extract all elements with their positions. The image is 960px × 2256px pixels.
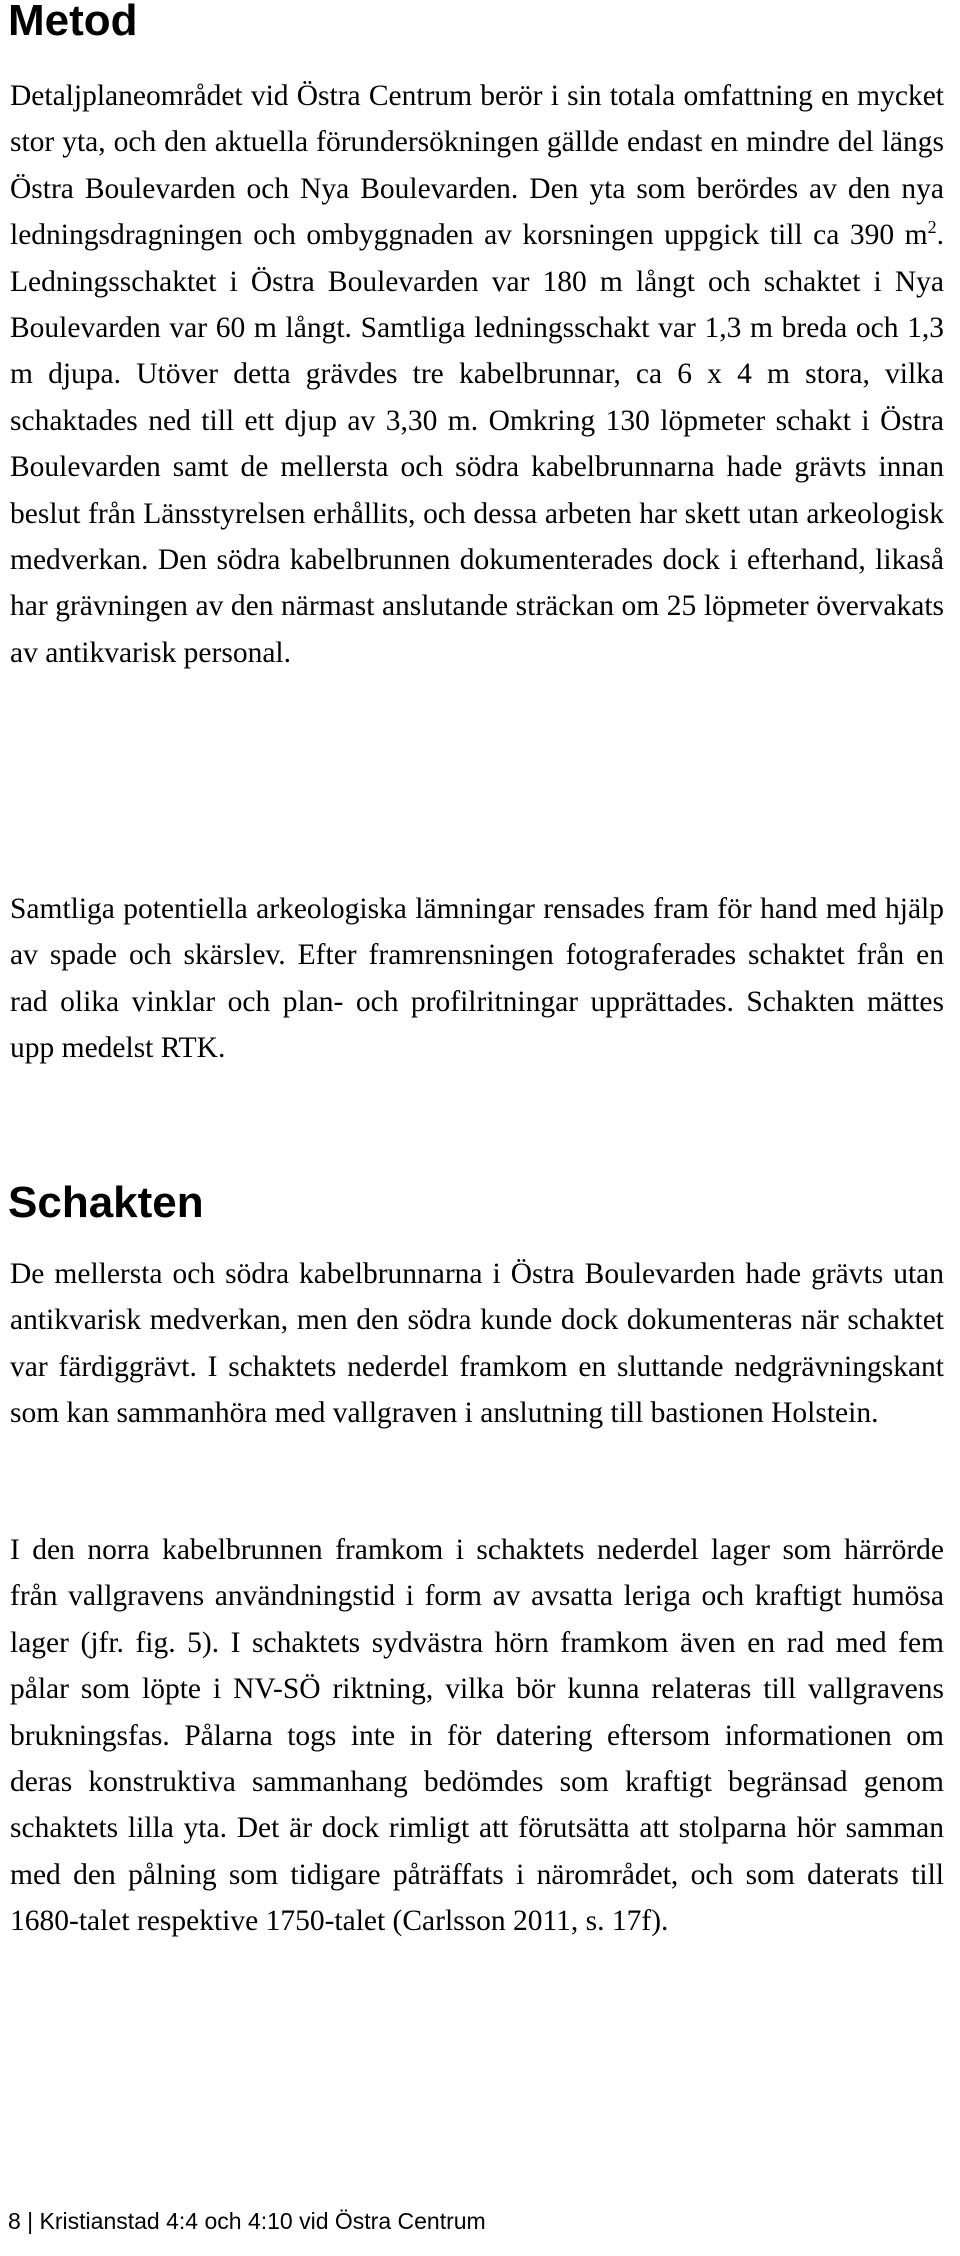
- metod-paragraph-1: [10, 73, 944, 676]
- schakten-paragraph-2: I den norra kabelbrunnen framkom i schaktets nederdel lager som härrörde från vallgravens användningstid i form av avsatta leriga och kraftigt humösa lager (jfr. fig. 5). I schaktets sydvästra hörn framkom även en rad med fem pålar som löpte i NV-SÖ riktning, vilka bör kunna relateras till vallgravens brukningsfas. Pålarna togs inte in för datering eftersom informationen om deras konstruktiva sammanhang bedömdes som kraftigt begränsad genom schaktets lilla yta. Det är dock rimligt att förutsätta att stolparna hör samman med den pålning som tidigare påträffats i närområdet, och som daterats till 1680-talet respektive 1750-talet (Carlsson 2011, s. 17f).: [10, 1534, 944, 1938]
- section-heading-schakten: Schakten: [8, 1178, 204, 1227]
- metod-paragraph-1-text-b: . Ledningsschaktet i Östra Boulevarden var 180 m långt och schaktet i Nya Boulevarden var 60 m långt. Samtliga ledningsschakt var 1,3 m breda och 1,3 m djupa. Utöver detta grävdes tre kabelbrunnar, ca 6 x 4 m stora, vilka schaktades ned till ett djup av 3,30 m. Omkring 130 löpmeter schakt i Östra Boulevarden samt de mellersta och södra kabelbrunnarna hade grävts innan beslut från Länsstyrelsen erhållits, och dessa arbeten har skett utan arkeologisk medverkan. Den södra kabelbrunnen dokumenterades dock i efterhand, likaså har grävningen av den närmast anslutande sträckan om 25 löpmeter övervakats av antikvarisk personal.: [10, 219, 944, 669]
- superscript-squared: 2: [927, 217, 937, 238]
- metod-paragraph-1-text-a: Detaljplaneområdet vid Östra Centrum berör i sin totala omfattning en mycket stor yta, och den aktuella förundersökningen gällde endast en mindre del längs Östra Boulevarden och Nya Boulevarden. Den yta som berördes av den nya ledningsdragningen och ombyggnaden av korsningen uppgick till ca 390 m: [10, 80, 944, 252]
- page-footer: 8 | Kristianstad 4:4 och 4:10 vid Östra Centrum: [8, 2208, 486, 2234]
- metod-paragraph-2: Samtliga potentiella arkeologiska lämningar rensades fram för hand med hjälp av spade och skärslev. Efter framrensningen fotograferades schaktet från en rad olika vinklar och plan- och profilritningar upprättades. Schakten mättes upp medelst RTK.: [10, 893, 944, 1065]
- section-heading-metod: Metod: [8, 0, 138, 45]
- schakten-paragraph-1: De mellersta och södra kabelbrunnarna i Östra Boulevarden hade grävts utan antikvarisk medverkan, men den södra kunde dock dokumenteras när schaktet var färdiggrävt. I schaktets nederdel framkom en sluttande nedgrävningskant som kan sammanhöra med vallgraven i anslutning till bastionen Holstein.: [10, 1258, 944, 1430]
